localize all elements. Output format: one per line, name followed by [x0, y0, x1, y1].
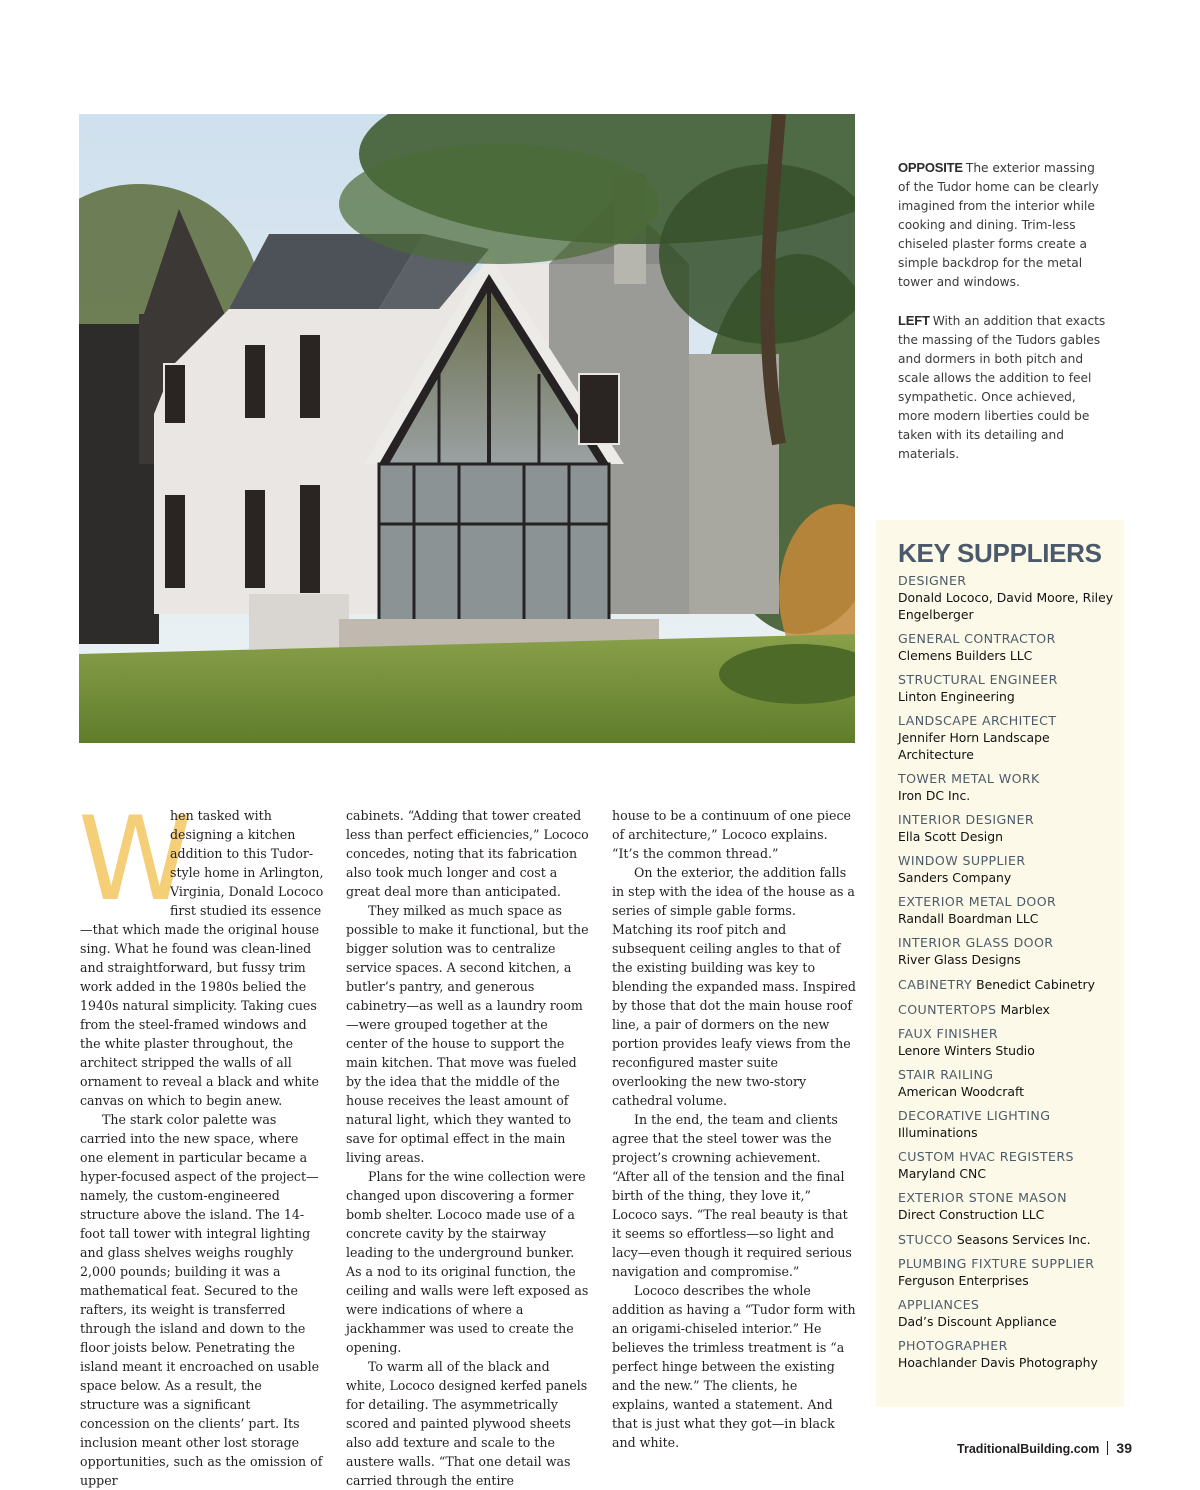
supplier-exterior-metal-door	[898, 893, 1114, 927]
supplier-role: DECORATIVE LIGHTING	[898, 1108, 1051, 1123]
key-suppliers-sidebar	[876, 520, 1124, 1407]
supplier-photographer	[898, 1337, 1114, 1371]
page-footer	[957, 1440, 1132, 1456]
supplier-name: Linton Engineering	[898, 689, 1015, 704]
supplier-name: Iron DC Inc.	[898, 788, 971, 803]
supplier-landscape-architect	[898, 712, 1114, 763]
supplier-role: EXTERIOR STONE MASON	[898, 1190, 1067, 1205]
photo-captions	[898, 158, 1110, 483]
supplier-stair-railing	[898, 1066, 1114, 1100]
article-paragraph: They milked as much space as possible to make it functional, but the bigger solution was to centralize service spaces. A second kitchen, a butler’s pantry, and generous cabinetry—as well as a laundry room—were grouped together at the center of the house to support the main kitchen. That move was fueled by the idea that the middle of the house receives the least amount of natural light, which they wanted to save for optimal effect in the main living areas.	[346, 903, 589, 1165]
supplier-name: Ella Scott Design	[898, 829, 1003, 844]
supplier-name: Randall Boardman LLC	[898, 911, 1039, 926]
supplier-decorative-lighting	[898, 1107, 1114, 1141]
supplier-name: Illuminations	[898, 1125, 978, 1140]
supplier-name: Donald Lococo, David Moore, Riley Engelberger	[898, 590, 1114, 622]
supplier-role: PLUMBING FIXTURE SUPPLIER	[898, 1256, 1095, 1271]
caption-text: With an addition that exacts the massing of the Tudors gables and dormers in both pitch and scale allows the addition to feel sympathetic. Once achieved, more modern liberties could be taken with its detailing and materials.	[898, 314, 1106, 461]
paragraph-text: hen tasked with designing a kitchen addition to this Tudor-style home in Arlington, Virginia, Donald Lococo first studied its essence—that which made the original house sing. What he found was clean-lined and straightforward, but fussy trim work added in the 1980s belied the 1940s natural simplicity. Taking cues from the steel-framed windows and the white plaster throughout, the architect stripped the walls of all ornament to reveal a black and white canvas on which to begin anew.	[80, 808, 324, 1108]
supplier-name: Jennifer Horn Landscape Architecture	[898, 730, 1050, 762]
supplier-window-supplier	[898, 852, 1114, 886]
article-column-1	[78, 792, 324, 1490]
supplier-role: APPLIANCES	[898, 1297, 980, 1312]
supplier-cabinetry	[898, 975, 1114, 993]
supplier-name: Marblex	[1000, 1002, 1050, 1017]
supplier-role: FAUX FINISHER	[898, 1026, 999, 1041]
supplier-name: Seasons Services Inc.	[956, 1232, 1091, 1247]
supplier-countertops	[898, 1000, 1114, 1018]
supplier-interior-designer	[898, 811, 1114, 845]
supplier-name: Clemens Builders LLC	[898, 648, 1033, 663]
supplier-role: COUNTERTOPS	[898, 1002, 997, 1017]
article-paragraph: In the end, the team and clients agree that the steel tower was the project’s crowning achievement. “After all of the tension and the final birth of the thing, they love it,” Lococo says. “The real beauty is that it seems so effortless—so light and lacy—even though it required serious navigation and compromise.”	[612, 1112, 852, 1279]
supplier-role: TOWER METAL WORK	[898, 771, 1040, 786]
supplier-name: Maryland CNC	[898, 1166, 986, 1181]
article-paragraph: The stark color palette was carried into the new space, where one element in particular became a hyper-focused aspect of the project—namely, the custom-engineered structure above the island. The 14-foot tall tower with integral lighting and glass shelves weighs roughly 2,000 pounds; building it was a mathematical feat. Secured to the rafters, its weight is transferred through the island and down to the floor joists below. Penetrating the island meant it encroached on usable space below. As a result, the structure was a significant concession on the clients’ part. Its inclusion meant other lost storage opportunities, such as the omission of upper	[80, 1112, 323, 1488]
article-paragraph: house to be a continuum of one piece of architecture,” Lococo explains. “It’s the common thread.”	[612, 808, 851, 861]
supplier-exterior-stone-mason	[898, 1189, 1114, 1223]
drop-cap: W	[78, 792, 193, 927]
supplier-role: DESIGNER	[898, 573, 967, 588]
supplier-name: Direct Construction LLC	[898, 1207, 1045, 1222]
supplier-name: American Woodcraft	[898, 1084, 1024, 1099]
supplier-role: STRUCTURAL ENGINEER	[898, 672, 1058, 687]
supplier-role: CABINETRY	[898, 977, 973, 992]
supplier-custom-hvac-registers	[898, 1148, 1114, 1182]
article-paragraph: To warm all of the black and white, Lococo designed kerfed panels for detailing. The asymmetrically scored and painted plywood sheets also add texture and scale to the austere walls. “That one detail was carried through the entire	[346, 1359, 588, 1488]
caption-left	[898, 311, 1110, 464]
caption-label: OPPOSITE	[898, 160, 963, 175]
supplier-name: Lenore Winters Studio	[898, 1043, 1035, 1058]
supplier-role: LANDSCAPE ARCHITECT	[898, 713, 1057, 728]
supplier-name: River Glass Designs	[898, 952, 1021, 967]
supplier-role: STUCCO	[898, 1232, 953, 1247]
house-exterior-photo	[79, 114, 855, 743]
article-column-2	[346, 806, 590, 1490]
footer-divider	[1107, 1441, 1108, 1455]
caption-opposite	[898, 158, 1110, 292]
supplier-name: Ferguson Enterprises	[898, 1273, 1029, 1288]
caption-text: The exterior massing of the Tudor home can be clearly imagined from the interior while cooking and dining. Trim-less chiseled plaster forms create a simple backdrop for the metal tower and windows.	[898, 161, 1099, 289]
supplier-appliances	[898, 1296, 1114, 1330]
article-paragraph: On the exterior, the addition falls in step with the idea of the house as a series of simple gable forms. Matching its roof pitch and subsequent ceiling angles to that of the existing building was key to blending the expanded mass. Inspired by those that dot the main house roof line, a pair of dormers on the new portion provides leafy views from the reconfigured master suite overlooking the new two-story cathedral volume.	[612, 865, 856, 1108]
supplier-designer	[898, 572, 1114, 623]
supplier-role: INTERIOR GLASS DOOR	[898, 935, 1054, 950]
supplier-name: Sanders Company	[898, 870, 1012, 885]
supplier-stucco	[898, 1230, 1114, 1248]
page-number: 39	[1116, 1440, 1132, 1456]
supplier-plumbing-fixture-supplier	[898, 1255, 1114, 1289]
supplier-role: STAIR RAILING	[898, 1067, 994, 1082]
house-exterior-illustration	[79, 114, 855, 743]
caption-label: LEFT	[898, 313, 930, 328]
supplier-general-contractor	[898, 630, 1114, 664]
supplier-name: Benedict Cabinetry	[976, 977, 1095, 992]
article-paragraph: Plans for the wine collection were changed upon discovering a former bomb shelter. Lococo made use of a concrete cavity by the stairway leading to the underground bunker. As a nod to its original function, the ceiling and walls were left exposed as were indications of where a jackhammer was used to create the opening.	[346, 1169, 589, 1355]
supplier-role: GENERAL CONTRACTOR	[898, 631, 1056, 646]
supplier-interior-glass-door	[898, 934, 1114, 968]
supplier-role: EXTERIOR METAL DOOR	[898, 894, 1057, 909]
supplier-name: Hoachlander Davis Photography	[898, 1355, 1098, 1370]
article-paragraph: Lococo describes the whole addition as having a “Tudor form with an origami-chiseled interior.” He believes the trimless treatment is “a perfect hinge between the existing and the new.” The clients, he explains, wanted a statement. And that is just what they got—in black and white.	[612, 1283, 856, 1450]
supplier-name: Dad’s Discount Appliance	[898, 1314, 1057, 1329]
supplier-structural-engineer	[898, 671, 1114, 705]
supplier-role: INTERIOR DESIGNER	[898, 812, 1034, 827]
footer-site: TraditionalBuilding.com	[957, 1442, 1100, 1456]
supplier-role: CUSTOM HVAC REGISTERS	[898, 1149, 1074, 1164]
article-column-3	[612, 806, 856, 1452]
supplier-role: PHOTOGRAPHER	[898, 1338, 1008, 1353]
sidebar-title: KEY SUPPLIERS	[898, 538, 1102, 568]
supplier-tower-metal-work	[898, 770, 1114, 804]
article-paragraph: cabinets. “Adding that tower created less than perfect efficiencies,” Lococo concedes, noting that its fabrication also took much longer and cost a great deal more than anticipated.	[346, 808, 589, 899]
supplier-role: WINDOW SUPPLIER	[898, 853, 1026, 868]
supplier-faux-finisher	[898, 1025, 1114, 1059]
article-paragraph	[78, 792, 324, 1110]
